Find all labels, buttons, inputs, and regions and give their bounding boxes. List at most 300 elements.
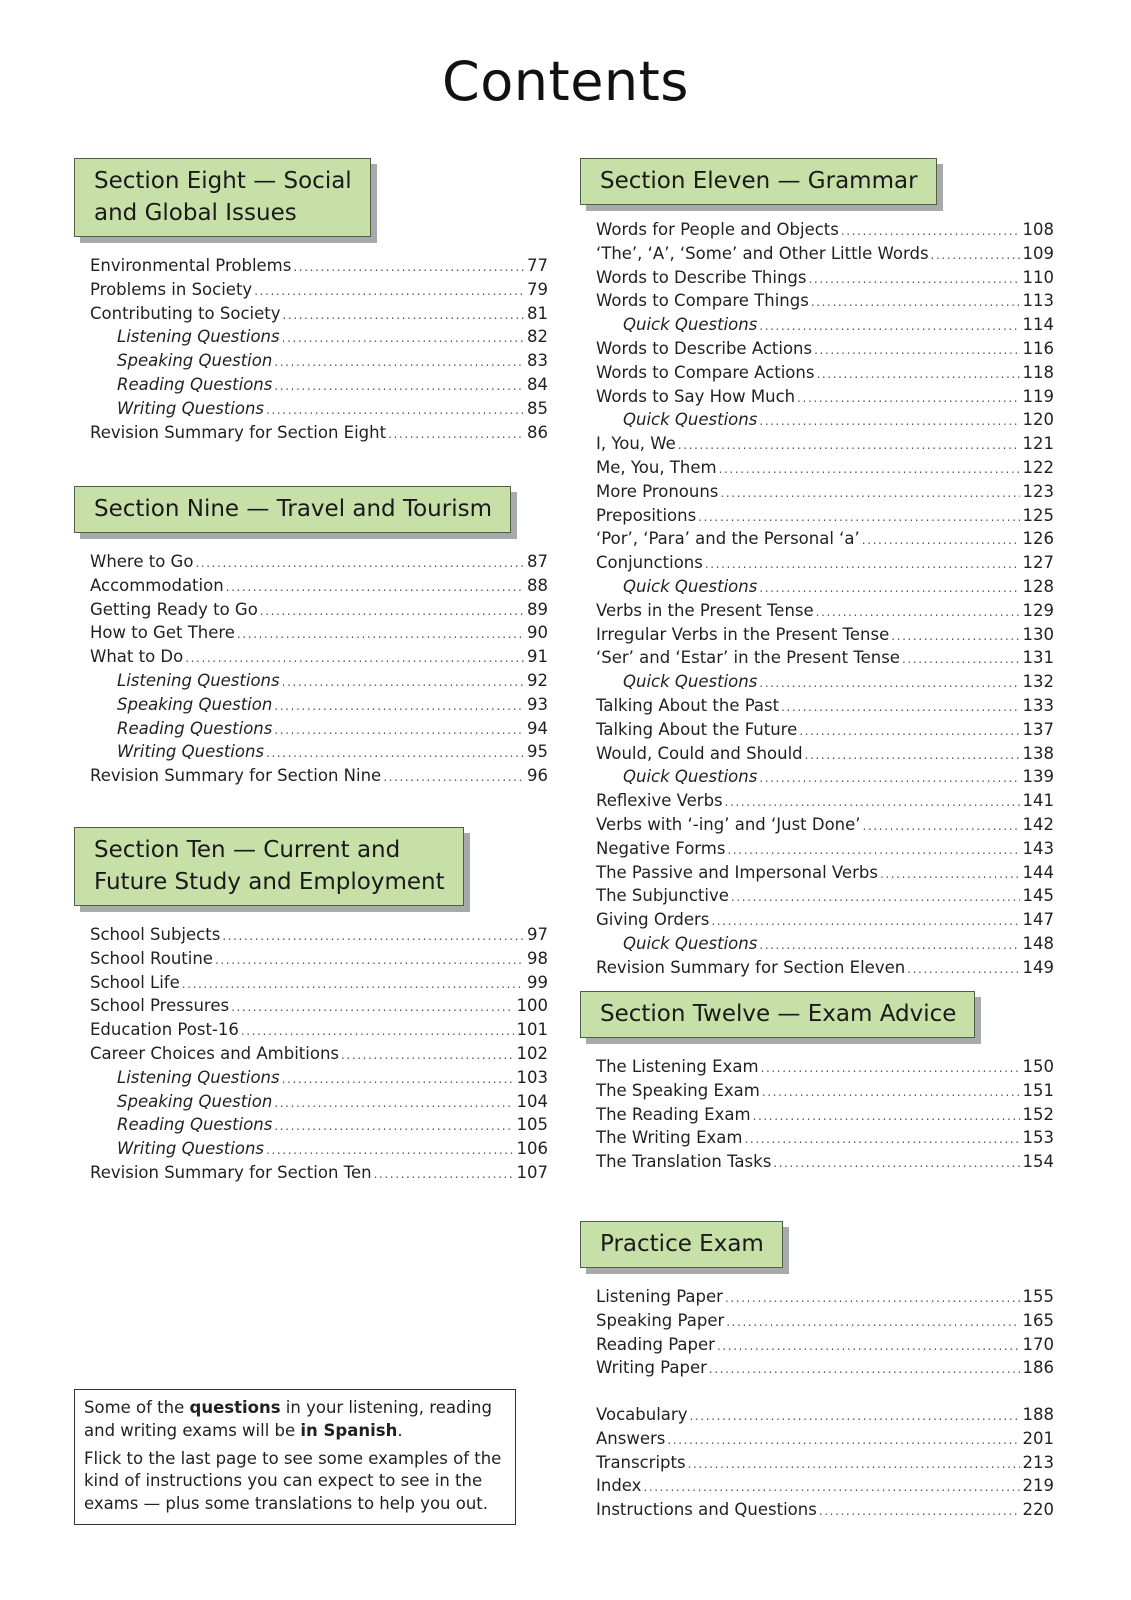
note-text: Some of the <box>84 1398 190 1417</box>
toc-entry <box>596 885 1054 909</box>
toc-entry-title: Prepositions <box>596 505 697 525</box>
practice-exam-toc <box>596 1286 1054 1381</box>
toc-entry-page: 141 <box>1022 791 1054 811</box>
toc-entry <box>596 1357 1054 1381</box>
toc-entry <box>596 695 1054 719</box>
note-emphasis-questions: questions <box>189 1398 281 1417</box>
toc-entry-title: Environmental Problems <box>90 256 292 275</box>
section-eight-header: Section Eight — Social and Global Issues <box>74 158 371 237</box>
toc-entry-title: Education Post-16 <box>90 1020 239 1040</box>
toc-entry <box>90 279 548 303</box>
toc-entry <box>90 995 548 1019</box>
toc-entry-title: Listening Paper <box>596 1287 723 1306</box>
toc-entry <box>90 422 548 446</box>
toc-entry-page: 79 <box>527 279 548 299</box>
dot-leader <box>185 647 524 670</box>
toc-entry-page: 116 <box>1022 338 1054 358</box>
toc-entry <box>90 924 548 948</box>
toc-entry <box>596 362 1054 386</box>
section-eleven-header: Section Eleven — Grammar <box>580 158 937 205</box>
spanish-questions-note <box>74 1389 516 1525</box>
dot-leader <box>705 553 1020 576</box>
toc-entry-title: The Subjunctive <box>596 886 729 906</box>
toc-entry-page: 132 <box>1022 672 1054 692</box>
toc-entry <box>596 766 1054 790</box>
toc-entry-page: 106 <box>516 1139 548 1159</box>
toc-entry <box>596 624 1054 648</box>
toc-entry-title: Reflexive Verbs <box>596 791 723 811</box>
dot-leader <box>688 1453 1020 1476</box>
toc-entry <box>596 1080 1054 1104</box>
note-text: in your listening, reading and writing exams will be <box>84 1398 492 1440</box>
dot-leader <box>678 434 1020 457</box>
toc-entry-page: 127 <box>1022 553 1054 573</box>
toc-entry <box>90 255 548 279</box>
toc-entry-page: 113 <box>1022 291 1054 311</box>
toc-entry-title: Revision Summary for Section Eleven <box>596 957 906 977</box>
dot-leader <box>274 1115 513 1138</box>
toc-entry <box>90 694 548 718</box>
toc-entry-page: 155 <box>1022 1287 1054 1306</box>
toc-entry <box>90 718 548 742</box>
toc-entry-title: ‘Por’, ‘Para’ and the Personal ‘a’ <box>596 529 860 549</box>
toc-entry-page: 147 <box>1022 910 1054 930</box>
toc-entry-title: Writing Questions <box>117 742 265 762</box>
dot-leader <box>816 601 1020 624</box>
toc-entry-page: 108 <box>1022 220 1054 239</box>
dot-leader <box>215 949 524 972</box>
section-eleven <box>580 158 1054 981</box>
dot-leader <box>689 1405 1019 1428</box>
toc-entry-page: 213 <box>1022 1452 1054 1472</box>
toc-entry-page: 96 <box>527 766 548 786</box>
dot-leader <box>808 268 1019 291</box>
toc-entry-title: Accommodation <box>90 575 224 595</box>
toc-entry-page: 151 <box>1022 1080 1054 1100</box>
toc-entry <box>596 957 1054 981</box>
toc-entry <box>596 909 1054 933</box>
dot-leader <box>816 363 1019 386</box>
toc-entry-page: 84 <box>527 374 548 394</box>
dot-leader <box>811 291 1020 314</box>
toc-entry-page: 102 <box>516 1043 548 1063</box>
page-title: Contents <box>442 50 689 113</box>
toc-entry-page: 91 <box>527 647 548 667</box>
toc-entry <box>596 862 1054 886</box>
dot-leader <box>711 910 1019 933</box>
toc-entry-page: 110 <box>1022 267 1054 287</box>
toc-entry-page: 186 <box>1022 1358 1054 1378</box>
toc-entry-page: 105 <box>516 1115 548 1135</box>
dot-leader <box>759 410 1019 433</box>
toc-entry-page: 154 <box>1022 1152 1054 1172</box>
dot-leader <box>759 934 1019 957</box>
dot-leader <box>374 1163 514 1186</box>
dot-leader <box>863 815 1020 838</box>
dot-leader <box>266 1139 513 1162</box>
toc-entry <box>596 814 1054 838</box>
toc-entry-page: 128 <box>1022 576 1054 596</box>
dot-leader <box>797 387 1019 410</box>
dot-leader <box>902 648 1020 671</box>
toc-entry-page: 148 <box>1022 933 1054 953</box>
dot-leader <box>388 423 524 446</box>
dot-leader <box>182 973 524 996</box>
dot-leader <box>226 576 524 599</box>
toc-entry-page: 86 <box>527 422 548 442</box>
toc-entry-page: 85 <box>527 398 548 418</box>
toc-entry-page: 83 <box>527 351 548 371</box>
toc-entry-title: The Translation Tasks <box>596 1152 772 1172</box>
dot-leader <box>222 925 524 948</box>
dot-leader <box>931 244 1020 267</box>
dot-leader <box>759 767 1019 790</box>
toc-entry <box>90 1043 548 1067</box>
toc-entry-page: 201 <box>1022 1428 1054 1448</box>
section-nine-header: Section Nine — Travel and Tourism <box>74 486 511 533</box>
toc-entry-title: Quick Questions <box>623 933 758 953</box>
dot-leader <box>759 672 1019 695</box>
toc-entry-page: 143 <box>1022 838 1054 858</box>
toc-entry <box>596 1404 1054 1428</box>
toc-entry-title: Writing Questions <box>117 398 265 418</box>
toc-entry-page: 220 <box>1022 1500 1054 1520</box>
toc-entry-title: I, You, We <box>596 434 676 454</box>
toc-entry-page: 103 <box>516 1067 548 1087</box>
dot-leader <box>254 280 524 303</box>
toc-entry-title: More Pronouns <box>596 481 719 501</box>
toc-entry-page: 142 <box>1022 814 1054 834</box>
toc-entry-title: Index <box>596 1476 642 1496</box>
toc-entry <box>596 338 1054 362</box>
dot-leader <box>805 744 1020 767</box>
dot-leader <box>231 996 513 1019</box>
dot-leader <box>726 1311 1019 1334</box>
toc-entry-page: 119 <box>1022 386 1054 406</box>
section-eight-toc <box>90 255 548 445</box>
toc-entry <box>596 671 1054 695</box>
dot-leader <box>719 458 1020 481</box>
toc-entry <box>90 551 548 575</box>
toc-entry <box>596 1499 1054 1523</box>
toc-entry-page: 92 <box>527 670 548 690</box>
toc-entry-title: Speaking Question <box>117 1091 273 1111</box>
dot-leader <box>762 1081 1020 1104</box>
toc-entry-page: 99 <box>527 972 548 992</box>
toc-entry <box>596 505 1054 529</box>
toc-entry-title: Words for People and Objects <box>596 220 839 239</box>
section-ten-toc <box>90 924 548 1186</box>
toc-entry <box>596 647 1054 671</box>
dot-leader <box>282 1068 514 1091</box>
dot-leader <box>283 304 525 327</box>
toc-entry <box>90 1162 548 1186</box>
toc-entry-title: Words to Compare Actions <box>596 362 815 382</box>
toc-entry-title: Conjunctions <box>596 553 703 573</box>
toc-entry-page: 130 <box>1022 624 1054 644</box>
dot-leader <box>266 742 524 765</box>
section-nine <box>74 486 548 789</box>
dot-leader <box>293 256 524 279</box>
toc-entry-title: ‘Ser’ and ‘Estar’ in the Present Tense <box>596 648 900 668</box>
dot-leader <box>195 552 524 575</box>
toc-entry <box>596 219 1054 243</box>
dot-leader <box>781 696 1019 719</box>
toc-entry-title: Listening Questions <box>117 327 280 347</box>
toc-entry-page: 114 <box>1022 315 1054 335</box>
toc-entry-title: Quick Questions <box>623 315 758 335</box>
dot-leader <box>282 327 524 350</box>
back-matter <box>580 1387 1054 1523</box>
toc-entry-title: Speaking Paper <box>596 1310 725 1330</box>
toc-entry <box>596 743 1054 767</box>
toc-entry <box>596 528 1054 552</box>
practice-exam <box>580 1221 1054 1381</box>
toc-entry-page: 138 <box>1022 743 1054 763</box>
toc-entry <box>596 600 1054 624</box>
toc-entry <box>596 790 1054 814</box>
dot-leader <box>761 1057 1020 1080</box>
dot-leader <box>260 600 524 623</box>
toc-entry <box>596 409 1054 433</box>
toc-entry-title: Me, You, Them <box>596 457 717 477</box>
toc-entry-title: The Writing Exam <box>596 1128 743 1148</box>
dot-leader <box>759 315 1019 338</box>
toc-entry-title: Talking About the Past <box>596 695 780 715</box>
dot-leader <box>274 351 524 374</box>
toc-entry-title: Where to Go <box>90 552 194 571</box>
toc-entry <box>90 398 548 422</box>
toc-entry <box>596 457 1054 481</box>
toc-entry <box>596 552 1054 576</box>
toc-entry-page: 81 <box>527 303 548 323</box>
toc-entry <box>90 326 548 350</box>
toc-entry <box>596 386 1054 410</box>
dot-leader <box>274 1092 513 1115</box>
toc-entry <box>90 1067 548 1091</box>
toc-entry <box>596 1334 1054 1358</box>
toc-entry-title: The Reading Exam <box>596 1104 751 1124</box>
toc-entry-title: Words to Compare Things <box>596 291 809 311</box>
toc-entry <box>596 1104 1054 1128</box>
toc-entry <box>596 1056 1054 1080</box>
dot-leader <box>237 623 524 646</box>
toc-entry-title: What to Do <box>90 647 184 667</box>
dot-leader <box>266 399 524 422</box>
toc-entry-title: Problems in Society <box>90 279 253 299</box>
toc-entry-title: Words to Say How Much <box>596 386 796 406</box>
toc-entry-title: Writing Paper <box>596 1358 707 1378</box>
toc-entry-title: Giving Orders <box>596 910 710 930</box>
toc-entry-page: 219 <box>1022 1476 1054 1496</box>
toc-entry-title: Irregular Verbs in the Present Tense <box>596 624 890 644</box>
dot-leader <box>725 1287 1020 1310</box>
toc-entry-page: 121 <box>1022 434 1054 454</box>
toc-entry <box>596 576 1054 600</box>
dot-leader <box>744 1128 1019 1151</box>
toc-entry-title: Instructions and Questions <box>596 1500 817 1520</box>
dot-leader <box>753 1105 1020 1128</box>
toc-entry-page: 126 <box>1022 529 1054 549</box>
dot-leader <box>667 1429 1019 1452</box>
toc-entry-page: 101 <box>516 1020 548 1040</box>
toc-entry-title: Career Choices and Ambitions <box>90 1043 340 1063</box>
toc-entry <box>90 622 548 646</box>
toc-entry <box>90 374 548 398</box>
toc-entry <box>90 1138 548 1162</box>
toc-entry-title: Revision Summary for Section Eight <box>90 422 387 442</box>
dot-leader <box>274 695 524 718</box>
dot-leader <box>282 671 524 694</box>
note-paragraph-1 <box>84 1397 505 1443</box>
dot-leader <box>274 719 524 742</box>
toc-entry-title: The Listening Exam <box>596 1057 759 1076</box>
practice-exam-header: Practice Exam <box>580 1221 783 1268</box>
toc-entry <box>90 575 548 599</box>
toc-entry-page: 188 <box>1022 1405 1054 1424</box>
dot-leader <box>727 839 1019 862</box>
toc-entry-page: 139 <box>1022 767 1054 787</box>
dot-leader <box>717 1335 1020 1358</box>
toc-entry-page: 153 <box>1022 1128 1054 1148</box>
toc-entry <box>90 670 548 694</box>
note-emphasis-spanish: in Spanish <box>300 1420 398 1440</box>
toc-entry-title: Listening Questions <box>117 670 280 690</box>
toc-entry-title: Negative Forms <box>596 838 726 858</box>
dot-leader <box>341 1044 513 1067</box>
dot-leader <box>643 1476 1019 1499</box>
toc-entry-title: How to Get There <box>90 623 235 643</box>
toc-entry-page: 100 <box>516 996 548 1016</box>
toc-entry-page: 149 <box>1022 957 1054 977</box>
toc-entry-title: School Routine <box>90 948 213 968</box>
toc-entry-title: Answers <box>596 1428 666 1448</box>
dot-leader <box>773 1152 1019 1175</box>
toc-entry-title: Words to Describe Actions <box>596 338 813 358</box>
toc-entry-title: Quick Questions <box>623 672 758 692</box>
dot-leader <box>698 506 1019 529</box>
toc-entry <box>596 243 1054 267</box>
dot-leader <box>241 1020 514 1043</box>
toc-entry-title: Revision Summary for Section Ten <box>90 1162 372 1182</box>
dot-leader <box>759 577 1019 600</box>
toc-entry-page: 137 <box>1022 719 1054 739</box>
toc-entry-page: 125 <box>1022 505 1054 525</box>
toc-entry-title: School Subjects <box>90 925 221 944</box>
toc-entry <box>596 1310 1054 1334</box>
note-text: . <box>397 1420 403 1440</box>
dot-leader <box>274 375 524 398</box>
toc-entry-page: 129 <box>1022 600 1054 620</box>
toc-entry-page: 152 <box>1022 1104 1054 1124</box>
toc-entry <box>596 933 1054 957</box>
toc-entry-page: 94 <box>527 718 548 738</box>
toc-entry-page: 165 <box>1022 1310 1054 1330</box>
dot-leader <box>720 482 1019 505</box>
toc-entry-title: Writing Questions <box>117 1139 265 1159</box>
toc-entry <box>90 1019 548 1043</box>
section-nine-toc <box>90 551 548 789</box>
toc-entry-page: 88 <box>527 575 548 595</box>
dot-leader <box>880 863 1020 886</box>
toc-entry-page: 109 <box>1022 243 1054 263</box>
toc-entry-title: Reading Questions <box>117 374 273 394</box>
dot-leader <box>814 339 1019 362</box>
section-twelve <box>580 991 1054 1175</box>
dot-leader <box>799 720 1019 743</box>
toc-entry-page: 90 <box>527 623 548 643</box>
toc-entry <box>596 314 1054 338</box>
toc-entry-title: Verbs with ‘-ing’ and ‘Just Done’ <box>596 814 861 834</box>
toc-entry-title: School Life <box>90 972 180 992</box>
dot-leader <box>709 1358 1020 1381</box>
toc-entry-page: 150 <box>1022 1057 1054 1076</box>
toc-entry-page: 104 <box>516 1091 548 1111</box>
toc-entry-title: ‘The’, ‘A’, ‘Some’ and Other Little Words <box>596 243 929 263</box>
toc-entry <box>596 481 1054 505</box>
toc-entry-page: 107 <box>516 1162 548 1182</box>
toc-entry <box>90 1114 548 1138</box>
toc-entry <box>90 765 548 789</box>
toc-entry <box>596 1428 1054 1452</box>
toc-entry-title: The Speaking Exam <box>596 1080 760 1100</box>
toc-entry <box>90 741 548 765</box>
toc-entry-page: 144 <box>1022 862 1054 882</box>
toc-entry <box>596 1127 1054 1151</box>
toc-entry-title: Reading Questions <box>117 718 273 738</box>
toc-entry-title: Reading Questions <box>117 1115 273 1135</box>
toc-entry-page: 93 <box>527 694 548 714</box>
toc-entry-title: Transcripts <box>596 1452 686 1472</box>
toc-entry <box>596 1452 1054 1476</box>
toc-entry-page: 122 <box>1022 457 1054 477</box>
note-paragraph-2: Flick to the last page to see some examples of the kind of instructions you can expect to see in the exams — plus some translations to help you out. <box>84 1448 502 1514</box>
section-eleven-toc <box>596 219 1054 981</box>
toc-entry-page: 95 <box>527 742 548 762</box>
back-matter-toc <box>596 1404 1054 1523</box>
toc-entry-title: Vocabulary <box>596 1405 688 1424</box>
toc-entry-title: Would, Could and Should <box>596 743 803 763</box>
dot-leader <box>862 529 1020 552</box>
toc-entry-page: 120 <box>1022 410 1054 430</box>
dot-leader <box>725 791 1020 814</box>
dot-leader <box>841 220 1020 243</box>
toc-entry-title: Speaking Question <box>117 351 273 371</box>
section-eight <box>74 158 548 445</box>
toc-entry-title: Contributing to Society <box>90 303 281 323</box>
toc-entry-page: 123 <box>1022 481 1054 501</box>
toc-entry-page: 97 <box>527 925 548 944</box>
toc-entry-page: 87 <box>527 552 548 571</box>
toc-entry-page: 170 <box>1022 1334 1054 1354</box>
toc-entry <box>596 433 1054 457</box>
toc-entry-title: Quick Questions <box>623 410 758 430</box>
toc-entry-page: 145 <box>1022 886 1054 906</box>
toc-entry-title: Quick Questions <box>623 767 758 787</box>
dot-leader <box>907 958 1019 981</box>
toc-entry <box>596 267 1054 291</box>
toc-entry-page: 98 <box>527 948 548 968</box>
toc-entry-page: 89 <box>527 599 548 619</box>
toc-entry-page: 131 <box>1022 648 1054 668</box>
dot-leader <box>731 886 1020 909</box>
section-twelve-toc <box>596 1056 1054 1175</box>
toc-entry <box>596 290 1054 314</box>
toc-entry <box>90 350 548 374</box>
toc-entry-page: 77 <box>527 256 548 275</box>
toc-entry-title: Getting Ready to Go <box>90 599 258 619</box>
toc-entry <box>90 599 548 623</box>
